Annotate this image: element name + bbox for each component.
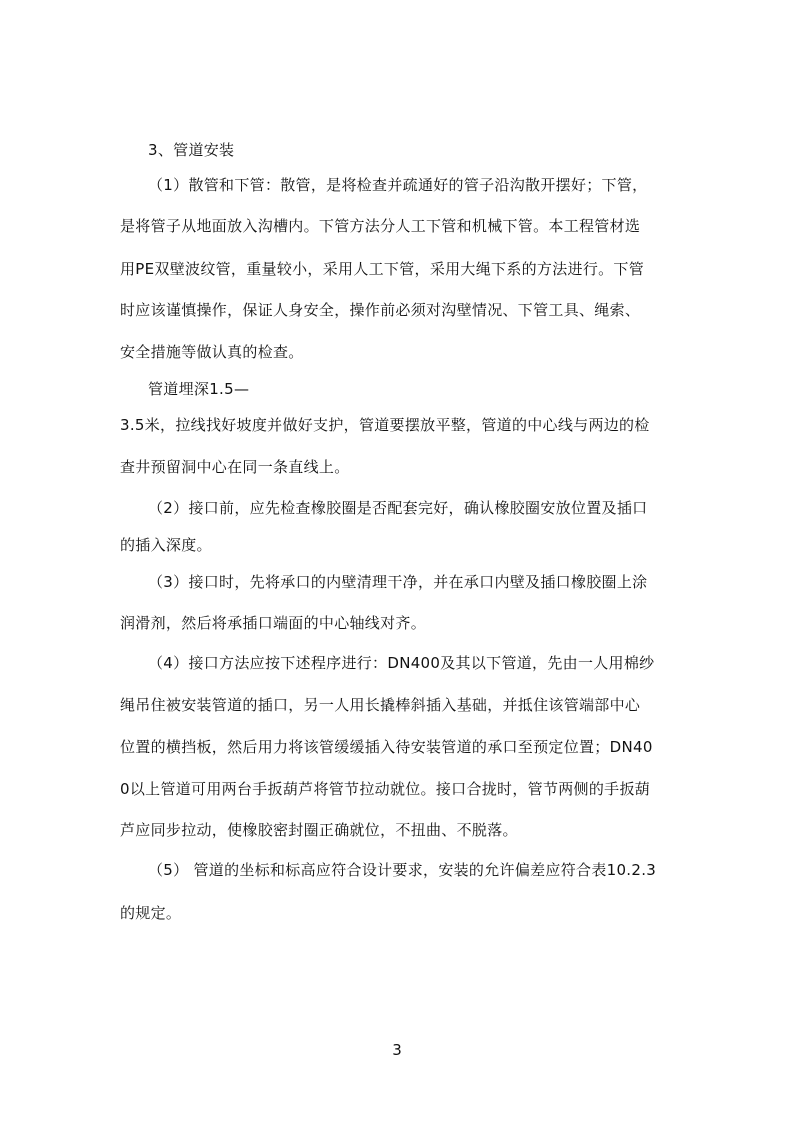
paragraph-line: （5） 管道的坐标和标高应符合设计要求，安装的允许偏差应符合表10.2.3 — [148, 861, 657, 879]
paragraph-line: 绳吊住被安装管道的插口，另一人用长撬棒斜插入基础，并抵住该管端部中心 — [120, 696, 641, 714]
page-number: 3 — [392, 1041, 402, 1059]
paragraph-line: 0以上管道可用两台手扳葫芦将管节拉动就位。接口合拢时，管节两侧的手扳葫 — [120, 780, 651, 798]
paragraph-line: 查井预留洞中心在同一条直线上。 — [120, 458, 350, 476]
paragraph-line: 管道埋深1.5— — [148, 380, 250, 398]
paragraph-line: 的插入深度。 — [120, 536, 212, 554]
paragraph-line: （1）散管和下管：散管，是将检查并疏通好的管子沿沟散开摆好；下管， — [148, 176, 648, 194]
paragraph-line: 时应该谨慎操作，保证人身安全，操作前必须对沟壁情况、下管工具、绳索、 — [120, 301, 641, 319]
paragraph-line: （2）接口前，应先检查橡胶圈是否配套完好，确认橡胶圈安放位置及插口 — [148, 499, 648, 517]
paragraph-line: 的规定。 — [120, 904, 182, 922]
paragraph-line: 是将管子从地面放入沟槽内。下管方法分人工下管和机械下管。本工程管材选 — [120, 217, 641, 235]
paragraph-line: 3.5米，拉线找好坡度并做好支护，管道要摆放平整，管道的中心线与两边的检 — [120, 416, 650, 434]
paragraph-line: 芦应同步拉动，使橡胶密封圈正确就位，不扭曲、不脱落。 — [120, 821, 518, 839]
paragraph-line: 位置的横挡板，然后用力将该管缓缓插入待安装管道的承口至预定位置；DN40 — [120, 738, 653, 756]
paragraph-line: 润滑剂，然后将承插口端面的中心轴线对齐。 — [120, 614, 427, 632]
paragraph-line: （4）接口方法应按下述程序进行：DN400及其以下管道，先由一人用棉纱 — [148, 654, 655, 672]
paragraph-line: （3）接口时，先将承口的内壁清理干净，并在承口内壁及插口橡胶圈上涂 — [148, 573, 648, 591]
section-heading: 3、管道安装 — [148, 141, 235, 159]
paragraph-line: 用PE双壁波纹管，重量较小，采用人工下管，采用大绳下系的方法进行。下管 — [120, 260, 645, 278]
paragraph-line: 安全措施等做认真的检查。 — [120, 343, 304, 361]
